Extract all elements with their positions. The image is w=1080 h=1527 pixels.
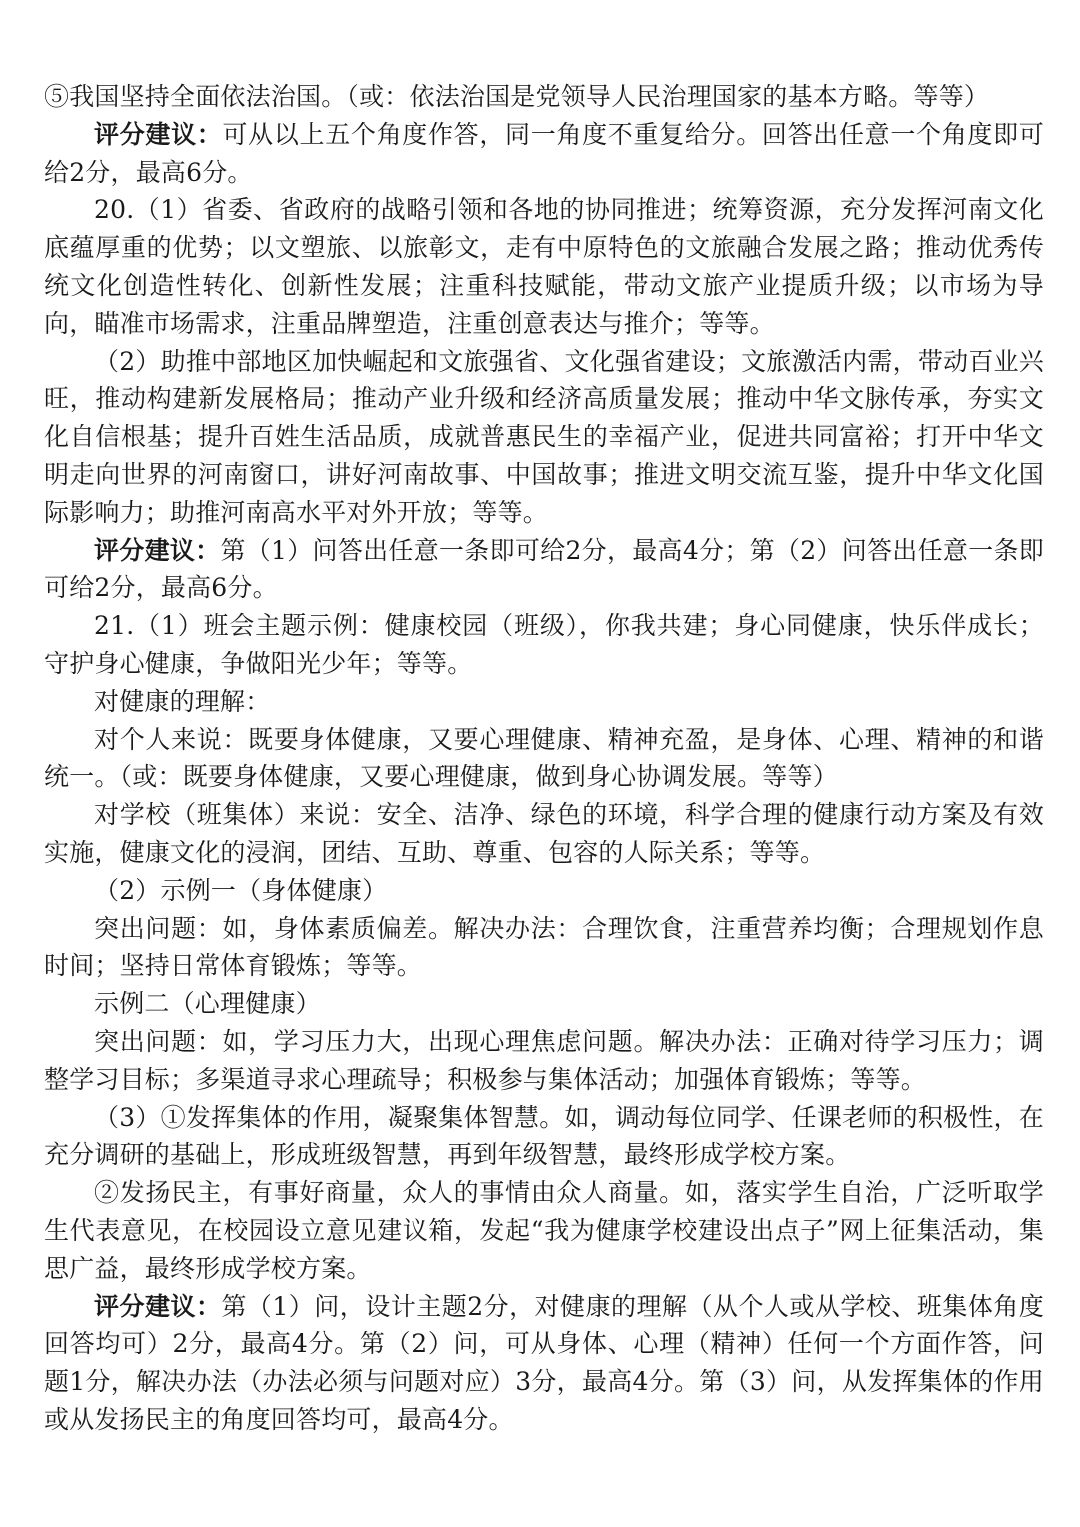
answer-21-3-point-2: ②发扬民主，有事好商量，众人的事情由众人商量。如，落实学生自治，广泛听取学生代表意见，在校园设立意见建议箱，发起“我为健康学校建设出点子”网上征集活动，集思广益，最终形成学校方案。 xyxy=(44,1178,1044,1283)
answer-21-2-example-1: （2）示例一（身体健康） xyxy=(94,875,388,905)
answer-20-2: （2）助推中部地区加快崛起和文旅强省、文化强省建设；文旅激活内需，带动百业兴旺，推动构建新发展格局；推动产业升级和经济高质量发展；推动中华文脉传承，夯实文化自信根基；提升百姓生活品质，成就普惠民生的幸福产业，促进共同富裕；打开中华文明走向世界的河南窗口，讲好河南故事、中国故事；推进文明交流互鉴，提升中华文化国际影响力；助推河南高水平对外开放；等等。 xyxy=(44,346,1044,527)
health-school: 对学校（班集体）来说：安全、洁净、绿色的环境，科学合理的健康行动方案及有效实施，健康文化的浸润，团结、互助、尊重、包容的人际关系；等等。 xyxy=(44,800,1044,867)
health-understanding-heading: 对健康的理解： xyxy=(94,686,271,716)
scoring-label: 评分建议： xyxy=(94,119,223,149)
paragraph-fazhi: ⑤我国坚持全面依法治国。（或：依法治国是党领导人民治理国家的基本方略。等等） xyxy=(44,82,990,111)
answer-21-1: 21.（1）班会主题示例：健康校园（班级），你我共建；身心同健康，快乐伴成长；守护身心健康，争做阳光少年；等等。 xyxy=(44,611,1044,678)
answer-20-1: 20.（1）省委、省政府的战略引领和各地的协同推进；统筹资源，充分发挥河南文化底蕴厚重的优势；以文塑旅、以旅彰文，走有中原特色的文旅融合发展之路；推动优秀传统文化创造性转化、创新性发展；注重科技赋能，带动文旅产业提质升级；以市场为导向，瞄准市场需求，注重品牌塑造，注重创意表达与推介；等等。 xyxy=(44,195,1044,338)
scoring-note-21: 评分建议：第（1）问，设计主题2分，对健康的理解（从个人或从学校、班集体角度回答均可）2分，最高4分。第（2）问，可从身体、心理（精神）任何一个方面作答，问题1分，解决办法（办法必须与问题对应）3分，最高4分。第（3）问，从发挥集体的作用或从发扬民主的角度回答均可，最高4分。 xyxy=(44,1291,1044,1434)
health-individual: 对个人来说：既要身体健康，又要心理健康、精神充盈，是身体、心理、精神的和谐统一。（或：既要身体健康，又要心理健康，做到身心协调发展。等等） xyxy=(44,724,1044,792)
scoring-label: 评分建议： xyxy=(94,1291,222,1321)
example-2-problem: 突出问题：如，学习压力大，出现心理焦虑问题。解决办法：正确对待学习压力；调整学习目标；多渠道寻求心理疏导；积极参与集体活动；加强体育锻炼；等等。 xyxy=(44,1026,1044,1094)
scoring-note-19: 评分建议：可从以上五个角度作答，同一角度不重复给分。回答出任意一个角度即可给2分，最高6分。 xyxy=(44,119,1044,187)
answer-21-3-point-1: （3）①发挥集体的作用，凝聚集体智慧。如，调动每位同学、任课老师的积极性，在充分调研的基础上，形成班级智慧，再到年级智慧，最终形成学校方案。 xyxy=(44,1102,1044,1170)
example-1-problem: 突出问题：如，身体素质偏差。解决办法：合理饮食，注重营养均衡；合理规划作息时间；坚持日常体育锻炼；等等。 xyxy=(44,913,1044,981)
answer-document xyxy=(44,78,1044,1439)
example-2-heading: 示例二（心理健康） xyxy=(94,989,321,1019)
scoring-label: 评分建议： xyxy=(94,535,221,565)
scoring-note-20: 评分建议：第（1）问答出任意一条即可给2分，最高4分；第（2）问答出任意一条即可给2分，最高6分。 xyxy=(44,535,1044,603)
